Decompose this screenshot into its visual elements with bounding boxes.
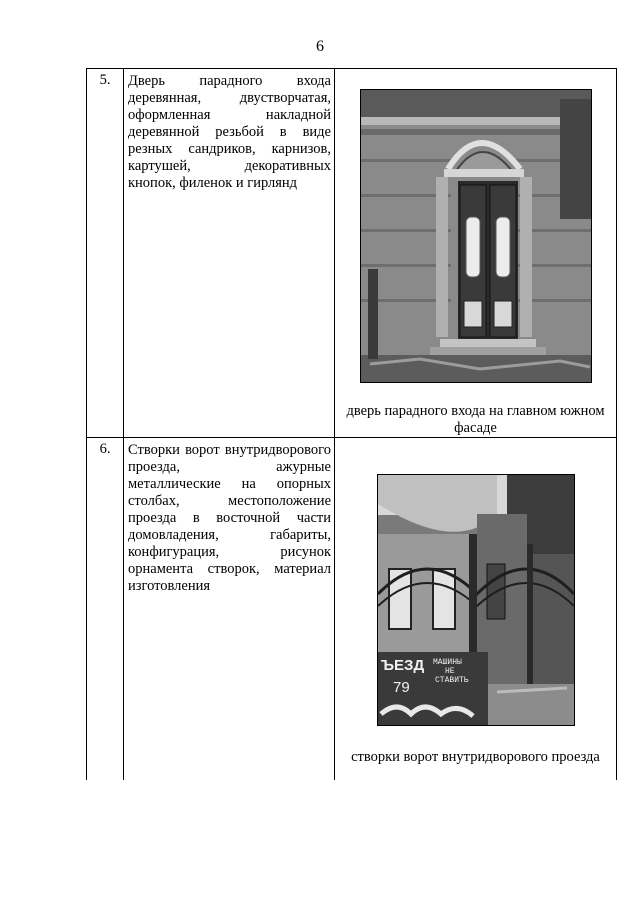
table-row	[87, 438, 617, 780]
description-text: Створки ворот внутридворового проезда, ажурные металлические на опорных столбах, местоположение проезда в восточной части домовладения, габариты, конфигурация, рисунок орнамента створок, материал изготовления	[128, 442, 331, 594]
row-description	[124, 69, 335, 438]
page-number: 6	[316, 38, 324, 55]
row-photo-cell	[335, 438, 617, 780]
sign-entry: ЪЕЗД	[380, 657, 424, 674]
sign-no-parking-2: НЕ	[444, 667, 455, 676]
description-text: Дверь парадного входа деревянная, двустворчатая, оформленная накладной деревянной резьбой в виде резных сандриков, карнизов, картушей, декоративных кнопок, филенок и гирлянд	[128, 73, 331, 191]
sign-number: 79	[392, 679, 410, 696]
photo-caption: дверь парадного входа на главном южном фасаде	[346, 403, 605, 436]
row-number: 6.	[87, 438, 124, 780]
table-row	[87, 69, 617, 438]
photo-caption: створки ворот внутридворового проезда	[351, 749, 600, 765]
sign-no-parking-1: МАШИНЫ	[432, 658, 462, 667]
row-description	[124, 438, 335, 780]
courtyard-gate-photo	[377, 474, 575, 726]
row-number: 5.	[87, 69, 124, 438]
sign-no-parking-3: СТАВИТЬ	[434, 676, 469, 685]
objects-table	[86, 68, 617, 780]
row-photo-cell	[335, 69, 617, 438]
front-door-photo	[360, 89, 592, 383]
